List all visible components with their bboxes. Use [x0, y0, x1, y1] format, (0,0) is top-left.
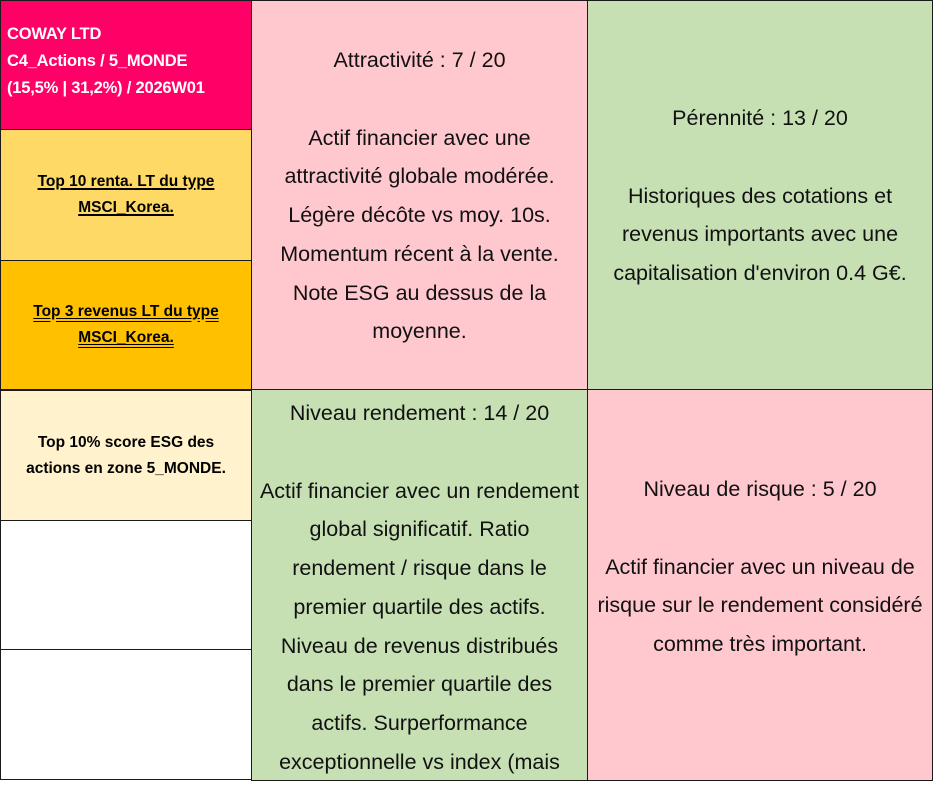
asset-stats: (15,5% | 31,2%) / 2026W01: [7, 79, 205, 97]
risque-text: Actif financier avec un niveau de risque sur le rendement considéré comme très important.: [597, 554, 923, 657]
rendement-panel: [251, 389, 588, 781]
empty-badge-cell-2: [0, 649, 252, 780]
risque-panel: [587, 389, 933, 781]
badge-top10-renta: [0, 129, 252, 261]
badge-top3-revenus: [0, 260, 252, 390]
attractivite-text: Actif financier avec une attractivité globale modérée. Légère décôte vs moy. 10s. Momentum récent à la vente. Note ESG au dessus de la moyenne.: [280, 125, 559, 344]
risque-title: Niveau de risque : 5 / 20: [643, 477, 877, 501]
asset-category: C4_Actions / 5_MONDE: [7, 52, 188, 70]
badge-top10-renta-text: Top 10 renta. LT du type MSCI_Korea.: [37, 173, 215, 216]
badge-top10-esg: [0, 390, 252, 521]
perennite-panel: [587, 0, 933, 390]
empty-badge-cell-1: [0, 520, 252, 650]
attractivite-panel: [251, 0, 588, 390]
asset-title-cell: [0, 0, 252, 130]
badge-top10-esg-text: Top 10% score ESG des actions en zone 5_MONDE.: [26, 433, 226, 477]
badge-top3-revenus-text: Top 3 revenus LT du type MSCI_Korea.: [33, 303, 219, 346]
company-name: COWAY LTD: [7, 25, 102, 43]
rendement-title: Niveau rendement : 14 / 20: [289, 401, 550, 425]
perennite-text: Historiques des cotations et revenus importants avec une capitalisation d'environ 0.4 G€.: [613, 183, 907, 286]
perennite-title: Pérennité : 13 / 20: [672, 106, 848, 130]
rendement-text: Actif financier avec un rendement global significatif. Ratio rendement / risque dans le premier quartile des actifs. Niveau de revenus distribués dans le premier quartile des actifs. Surperformance exceptionnelle vs index (mais: [259, 478, 580, 774]
attractivite-title: Attractivité : 7 / 20: [333, 48, 506, 72]
